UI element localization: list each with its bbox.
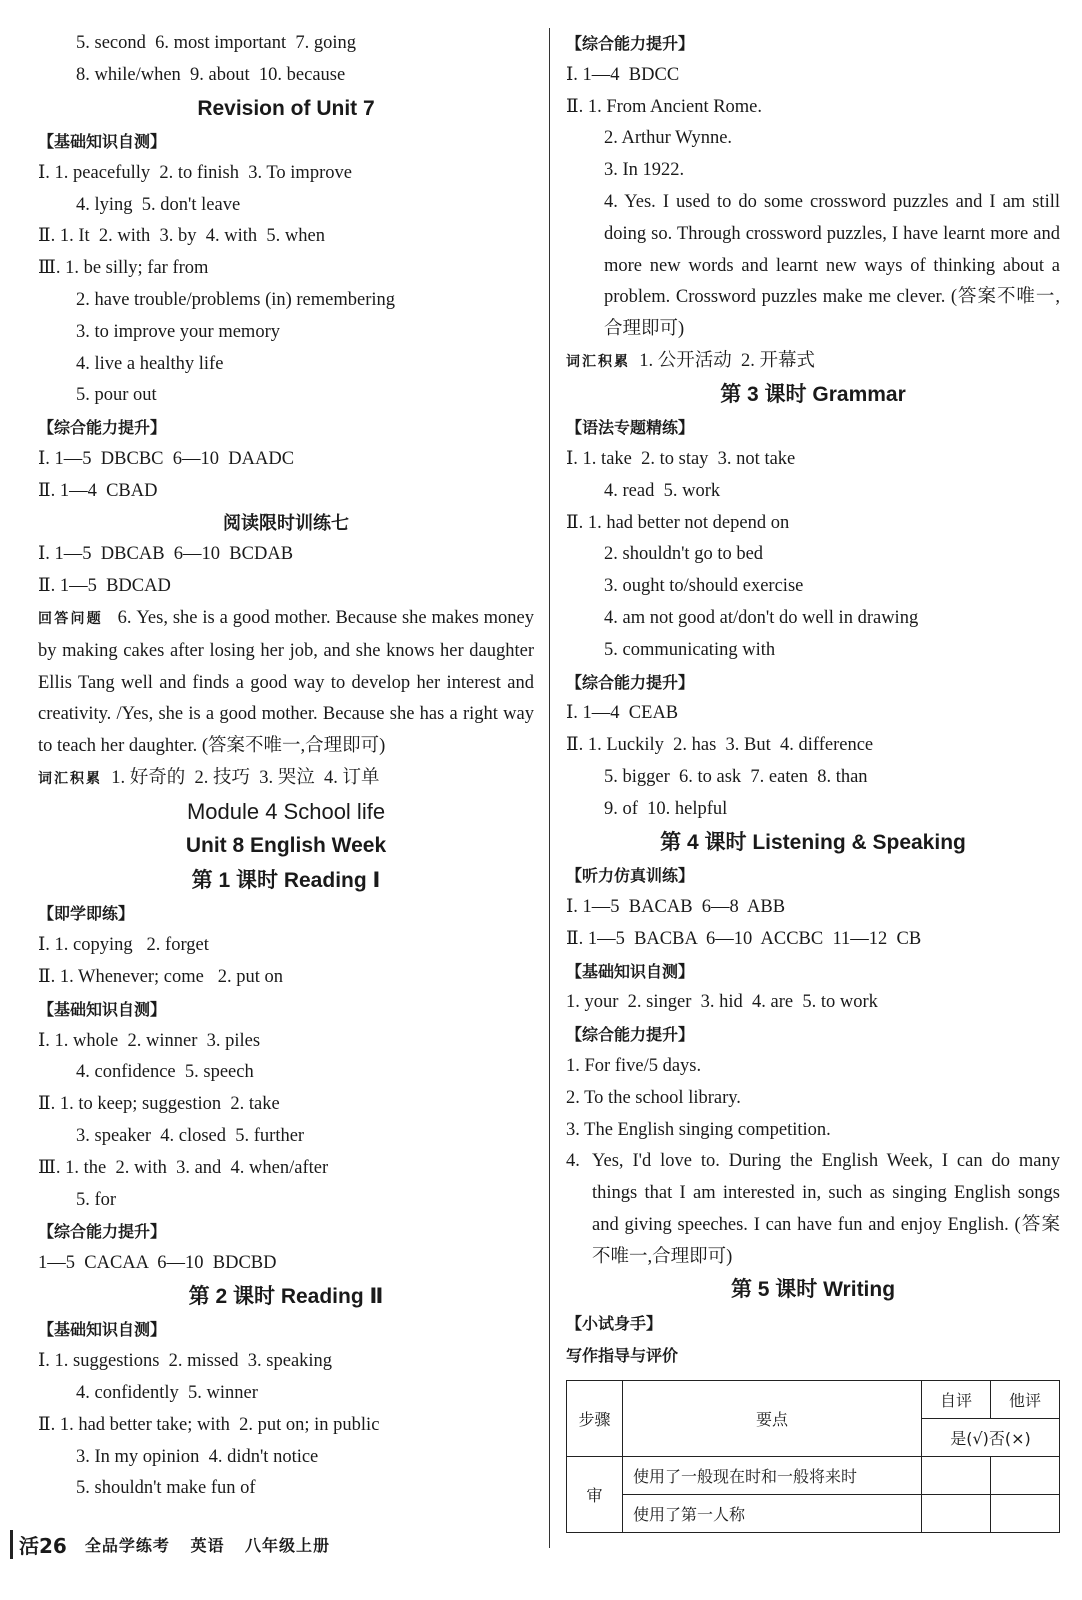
answer-line: 5. communicating with bbox=[604, 639, 776, 660]
section-grammar: 【语法专题精练】 bbox=[566, 418, 695, 438]
answer-line: Ⅱ. 1. Whenever; come 2. put on bbox=[38, 966, 283, 987]
rubric-point-cell: 使用了第一人称 bbox=[623, 1494, 922, 1532]
answer-line: 5. second 6. most important 7. going bbox=[76, 33, 357, 53]
answer-line: 4. lying 5. don't leave bbox=[76, 194, 241, 215]
answer-line: Ⅰ. 1—4 CEAB bbox=[566, 703, 679, 724]
answer-line: 5. pour out bbox=[76, 385, 157, 406]
answer-line: Ⅰ. 1—4 BDCC bbox=[566, 64, 680, 85]
rubric-header-mark: 是(√)否(×) bbox=[922, 1418, 1060, 1456]
rubric-self-cell[interactable] bbox=[922, 1456, 991, 1494]
rubric-self-cell[interactable] bbox=[922, 1494, 991, 1532]
answer-line: 9. of 10. helpful bbox=[604, 798, 728, 819]
answer-line: Ⅰ. 1. peacefully 2. to finish 3. To improve bbox=[38, 162, 352, 183]
answer-paragraph bbox=[566, 1146, 1060, 1273]
lesson-title: 第 5 课时 Writing bbox=[730, 1278, 896, 1302]
answer-line: Ⅱ. 1. to keep; suggestion 2. take bbox=[38, 1094, 280, 1115]
reading-drill-title: 阅读限时训练七 bbox=[223, 512, 349, 534]
rubric-peer-cell[interactable] bbox=[991, 1456, 1060, 1494]
section-basic: 【基础知识自测】 bbox=[38, 1320, 167, 1340]
answer-text: 6. Yes, she is a good mother. Because she makes money by making cakes after losing her job, and she knows her daughter Ellis Tang well and finds a good way to develop her interest and creativity. /Yes, she is a good mother. Because she has a right way to teach her daughter. (答案不唯一,合理即可) bbox=[38, 608, 535, 757]
answer-line: Ⅱ. 1. Luckily 2. has 3. But 4. difference bbox=[566, 735, 874, 756]
answer-line: Ⅱ. 1—5 BDCAD bbox=[38, 576, 171, 597]
left-column bbox=[38, 28, 534, 1505]
revision-title: Revision of Unit 7 bbox=[197, 96, 375, 120]
answer-line: Ⅲ. 1. be silly; far from bbox=[38, 258, 209, 279]
answer-paragraph bbox=[38, 603, 534, 763]
answer-line: Ⅰ. 1. take 2. to stay 3. not take bbox=[566, 449, 796, 470]
answer-line: 8. while/when 9. about 10. because bbox=[76, 64, 346, 85]
answer-line: Ⅱ. 1—5 BACBA 6—10 ACCBC 11—12 CB bbox=[566, 928, 922, 949]
section-basic: 【基础知识自测】 bbox=[566, 961, 695, 981]
answer-paragraph: 4. Yes. I used to do some crossword puzzles and I am still doing so. Through crossword puzzles, I have learnt more and more new words and learnt new ways of thinking about a problem. Crossword puzzles make me clever. (答案不唯一,合理即可) bbox=[604, 191, 1060, 340]
book-title: 全品学练考 bbox=[84, 1535, 170, 1555]
writing-guide-title: 写作指导与评价 bbox=[566, 1345, 679, 1365]
answer-line: 3. The English singing competition. bbox=[566, 1119, 831, 1140]
answer-line: 4. live a healthy life bbox=[76, 353, 224, 374]
section-learn: 【即学即练】 bbox=[38, 904, 135, 924]
answer-line: Ⅰ. 1—5 DBCBC 6—10 DAADC bbox=[38, 449, 295, 470]
answer-line: Ⅰ. 1. suggestions 2. missed 3. speaking bbox=[38, 1351, 333, 1372]
unit-title: Unit 8 English Week bbox=[185, 834, 387, 858]
answer-line: 2. have trouble/problems (in) remembering bbox=[76, 290, 396, 311]
vocab-line bbox=[566, 346, 1060, 378]
rubric-header-self: 自评 bbox=[922, 1380, 991, 1418]
section-basic: 【基础知识自测】 bbox=[38, 999, 167, 1019]
section-comprehensive: 【综合能力提升】 bbox=[38, 1222, 167, 1242]
answer-line: 3. to improve your memory bbox=[76, 321, 280, 342]
answer-line: Ⅰ. 1—5 BACAB 6—8 ABB bbox=[566, 896, 786, 917]
answer-line: 2. To the school library. bbox=[566, 1087, 741, 1108]
answer-number: 4. bbox=[566, 1151, 580, 1172]
answer-line: Ⅱ. 1. From Ancient Rome. bbox=[566, 96, 763, 117]
answer-line: 4. am not good at/don't do well in drawing bbox=[604, 608, 919, 629]
answer-line: 3. ought to/should exercise bbox=[604, 576, 804, 597]
section-try: 【小试身手】 bbox=[566, 1313, 663, 1333]
answer-line: Ⅱ. 1—4 CBAD bbox=[38, 480, 158, 501]
answer-line: 1—5 CACAA 6—10 BDCBD bbox=[38, 1253, 277, 1274]
lesson-title: 第 1 课时 Reading Ⅰ bbox=[191, 868, 381, 892]
section-comprehensive: 【综合能力提升】 bbox=[566, 672, 695, 692]
answer-line: 4. confidently 5. winner bbox=[76, 1382, 258, 1403]
module-title: Module 4 School life bbox=[186, 798, 386, 824]
lesson-title: 第 3 课时 Grammar bbox=[720, 382, 906, 406]
answer-line: 3. In my opinion 4. didn't notice bbox=[76, 1446, 319, 1467]
answer-line: 5. bigger 6. to ask 7. eaten 8. than bbox=[604, 767, 868, 788]
rubric-peer-cell[interactable] bbox=[991, 1494, 1060, 1532]
answer-line: Ⅰ. 1. whole 2. winner 3. piles bbox=[38, 1030, 261, 1051]
rubric-header-peer: 他评 bbox=[991, 1380, 1060, 1418]
answer-line: Ⅱ. 1. had better take; with 2. put on; in public bbox=[38, 1414, 380, 1435]
lesson-title: 第 2 课时 Reading Ⅱ bbox=[188, 1284, 384, 1308]
vocab-tag: 词汇积累 bbox=[566, 353, 630, 370]
book-subject: 英语 bbox=[190, 1535, 225, 1555]
answer-line: 3. In 1922. bbox=[604, 160, 685, 181]
answer-text: Yes, I'd love to. During the English Week, I can do many things that I am interested in, such as singing English songs and giving speeches. I can have fun and enjoy English. (答案不唯一,合理即可) bbox=[592, 1151, 1060, 1267]
vocab-text: 1. 好奇的 2. 技巧 3. 哭泣 4. 订单 bbox=[111, 768, 380, 789]
writing-rubric-table bbox=[566, 1380, 1060, 1533]
section-comprehensive: 【综合能力提升】 bbox=[38, 418, 167, 438]
answer-line: 2. shouldn't go to bed bbox=[604, 544, 764, 565]
answer-line: 1. For five/5 days. bbox=[566, 1055, 702, 1076]
column-divider bbox=[549, 28, 550, 1548]
rubric-header-point: 要点 bbox=[623, 1380, 922, 1456]
answer-line: 2. Arthur Wynne. bbox=[604, 128, 733, 149]
answer-line: Ⅰ. 1—5 DBCAB 6—10 BCDAB bbox=[38, 544, 294, 565]
right-column bbox=[566, 28, 1060, 1533]
answer-line: Ⅱ. 1. It 2. with 3. by 4. with 5. when bbox=[38, 226, 325, 247]
vocab-tag: 词汇积累 bbox=[38, 771, 102, 788]
section-comprehensive: 【综合能力提升】 bbox=[566, 1025, 695, 1045]
rubric-step-cell: 审 bbox=[567, 1456, 623, 1532]
rubric-point-cell: 使用了一般现在时和一般将来时 bbox=[623, 1456, 922, 1494]
section-comprehensive: 【综合能力提升】 bbox=[566, 34, 695, 53]
lesson-title: 第 4 课时 Listening & Speaking bbox=[660, 830, 966, 854]
page-number: 活26 bbox=[10, 1530, 67, 1559]
answer-tag: 回答问题 bbox=[38, 611, 104, 628]
vocab-line bbox=[38, 763, 534, 795]
page-footer bbox=[10, 1528, 344, 1560]
rubric-header-step: 步骤 bbox=[567, 1380, 623, 1456]
section-basic: 【基础知识自测】 bbox=[38, 132, 167, 152]
answer-line: Ⅰ. 1. copying 2. forget bbox=[38, 935, 209, 956]
book-grade: 八年级上册 bbox=[245, 1535, 331, 1555]
answer-line: 4. confidence 5. speech bbox=[76, 1062, 254, 1083]
answer-line: Ⅱ. 1. had better not depend on bbox=[566, 512, 790, 533]
section-listening: 【听力仿真训练】 bbox=[566, 866, 695, 886]
answer-line: 4. read 5. work bbox=[604, 480, 721, 501]
book-info bbox=[85, 1533, 344, 1556]
answer-line: 5. for bbox=[76, 1189, 117, 1210]
answer-line: 5. shouldn't make fun of bbox=[76, 1478, 256, 1499]
answer-line: 1. your 2. singer 3. hid 4. are 5. to work bbox=[566, 992, 878, 1013]
answer-line: 3. speaker 4. closed 5. further bbox=[76, 1125, 305, 1146]
answer-line: Ⅲ. 1. the 2. with 3. and 4. when/after bbox=[38, 1157, 329, 1178]
vocab-text: 1. 公开活动 2. 开幕式 bbox=[639, 350, 816, 371]
